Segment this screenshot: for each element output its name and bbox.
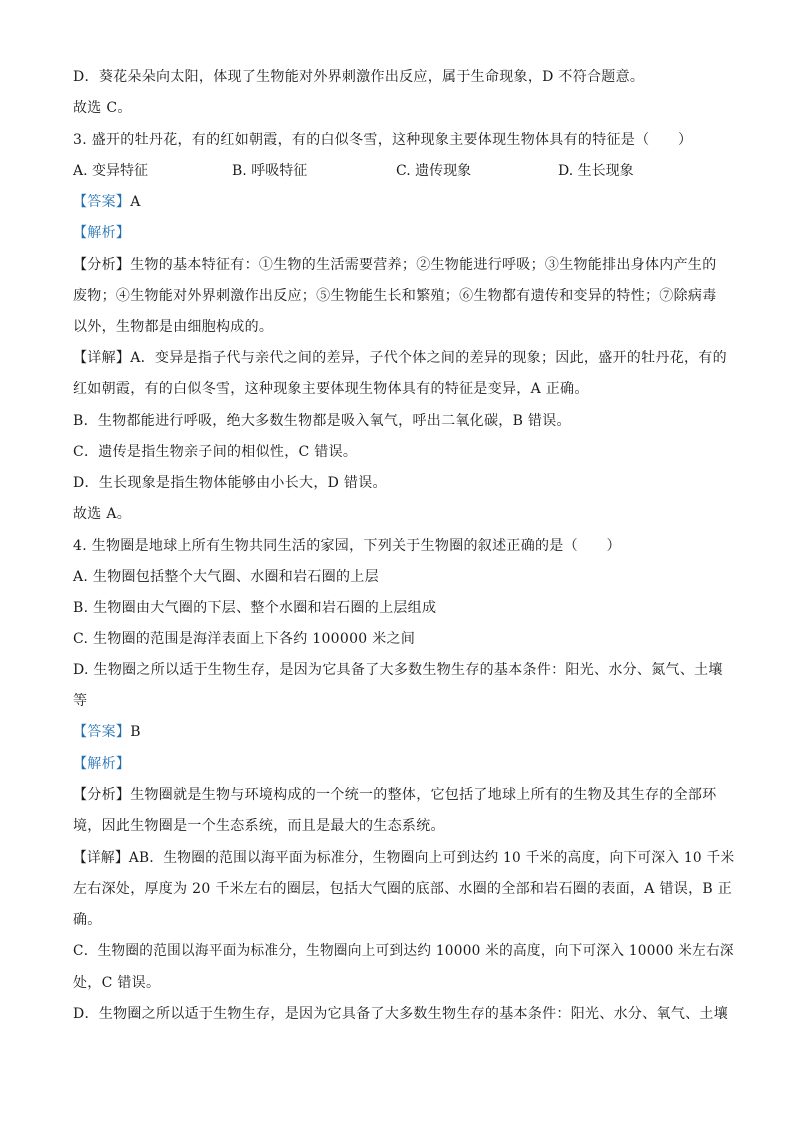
q4-xiangjie-line-3: 确。 (73, 912, 102, 928)
q2-conclusion: 故选 C。 (73, 100, 132, 116)
q3-xiangjie-line-2: 红如朝霞，有的白似冬雪，这种现象主要体现生物体具有的特征是变异，A 正确。 (73, 381, 589, 397)
q3-fenxi-line-3: 以外，生物都是由细胞构成的。 (73, 319, 274, 335)
q4-xiangjie-line-1 (73, 848, 734, 868)
q3-fenxi-line-1 (73, 255, 717, 275)
fenxi-tag: 【分析】 (73, 787, 131, 803)
q3-option-a: A. 变异特征 (73, 163, 149, 179)
q4-option-d-line-1: D. 生物圈之所以适于生物生存，是因为它具备了大多数生物生存的基本条件：阳光、水分、氮气、土壤 (73, 662, 723, 678)
q3-conclusion: 故选 A。 (73, 506, 132, 522)
q4-fenxi-line-1 (73, 785, 717, 805)
xiangjie-text: AB．生物圈的范围以海平面为标准分，生物圈向上可到达约 10 千米的高度，向下可深入 10 千米 (128, 850, 735, 866)
q4-fenxi-line-2: 境，因此生物圈是一个生态系统，而且是最大的生态系统。 (73, 818, 445, 834)
fenxi-text: 生物的基本特征有：①生物的生活需要营养；②生物能进行呼吸；③生物能排出身体内产生的 (130, 257, 717, 273)
q4-xiangjie-line-2: 左右深处，厚度为 20 千米左右的圈层，包括大气圈的底部、水圈的全部和岩石圈的表面，A 错误，B 正 (73, 881, 733, 897)
q3-option-d: D. 生长现象 (558, 163, 634, 179)
q4-option-b: B. 生物圈由大气圈的下层、整个水圈和岩石圈的上层组成 (73, 600, 437, 616)
answer-value: B (130, 724, 141, 740)
q4-option-c: C. 生物圈的范围是海洋表面上下各约 100000 米之间 (73, 631, 416, 647)
q4-stem: 4. 生物圈是地球上所有生物共同生活的家园，下列关于生物圈的叙述正确的是（ ） (73, 538, 621, 554)
q4-explanation-c-line-2: 处，C 错误。 (73, 975, 161, 991)
answer-tag: 【答案】 (73, 724, 131, 740)
q3-explanation-d: D．生长现象是指生物体能够由小长大，D 错误。 (73, 475, 387, 491)
q4-option-d-line-2: 等 (73, 693, 88, 709)
q3-answer (73, 192, 141, 212)
q3-explanation-c: C．遗传是指生物亲子间的相似性，C 错误。 (73, 444, 358, 460)
q3-explanation-b: B．生物都能进行呼吸，绝大多数生物都是吸入氧气，呼出二氧化碳，B 错误。 (73, 413, 571, 429)
xiangjie-text: A．变异是指子代与亲代之间的差异，子代个体之间的差异的现象；因此，盛开的牡丹花，有的 (130, 350, 727, 366)
q3-option-c: C. 遗传现象 (396, 163, 472, 179)
q4-answer (73, 722, 141, 742)
q3-xiangjie-line-1 (73, 348, 727, 368)
q3-stem: 3. 盛开的牡丹花，有的红如朝霞，有的白似冬雪，这种现象主要体现生物体具有的特征是（ ） (73, 132, 693, 148)
q4-explanation-c-line-1: C．生物圈的范围以海平面为标准分，生物圈向上可到达约 10000 米的高度，向下可深入 10000 米左右深 (73, 943, 734, 959)
answer-value: A (130, 194, 141, 210)
fenxi-tag: 【分析】 (73, 257, 131, 273)
q3-fenxi-line-2: 废物；④生物能对外界刺激作出反应；⑤生物能生长和繁殖；⑥生物都有遗传和变异的特性；⑦除病毒 (73, 288, 717, 304)
q2-option-d-explanation: D．葵花朵朵向太阳，体现了生物能对外界刺激作出反应，属于生命现象，D 不符合题意。 (73, 69, 645, 85)
xiangjie-tag: 【详解】 (73, 850, 129, 866)
q3-option-b: B. 呼吸特征 (232, 163, 308, 179)
q4-explanation-d: D．生物圈之所以适于生物生存，是因为它具备了大多数生物生存的基本条件：阳光、水分、氧气、土壤 (73, 1006, 729, 1022)
q4-option-a: A. 生物圈包括整个大气圈、水圈和岩石圈的上层 (73, 569, 379, 585)
q3-analysis-label: 【解析】 (73, 225, 131, 241)
xiangjie-tag: 【详解】 (73, 350, 131, 366)
fenxi-text: 生物圈就是生物与环境构成的一个统一的整体，它包括了地球上所有的生物及其生存的全部环 (130, 787, 717, 803)
q3-options (73, 161, 723, 181)
q4-analysis-label: 【解析】 (73, 756, 131, 772)
answer-tag: 【答案】 (73, 194, 131, 210)
